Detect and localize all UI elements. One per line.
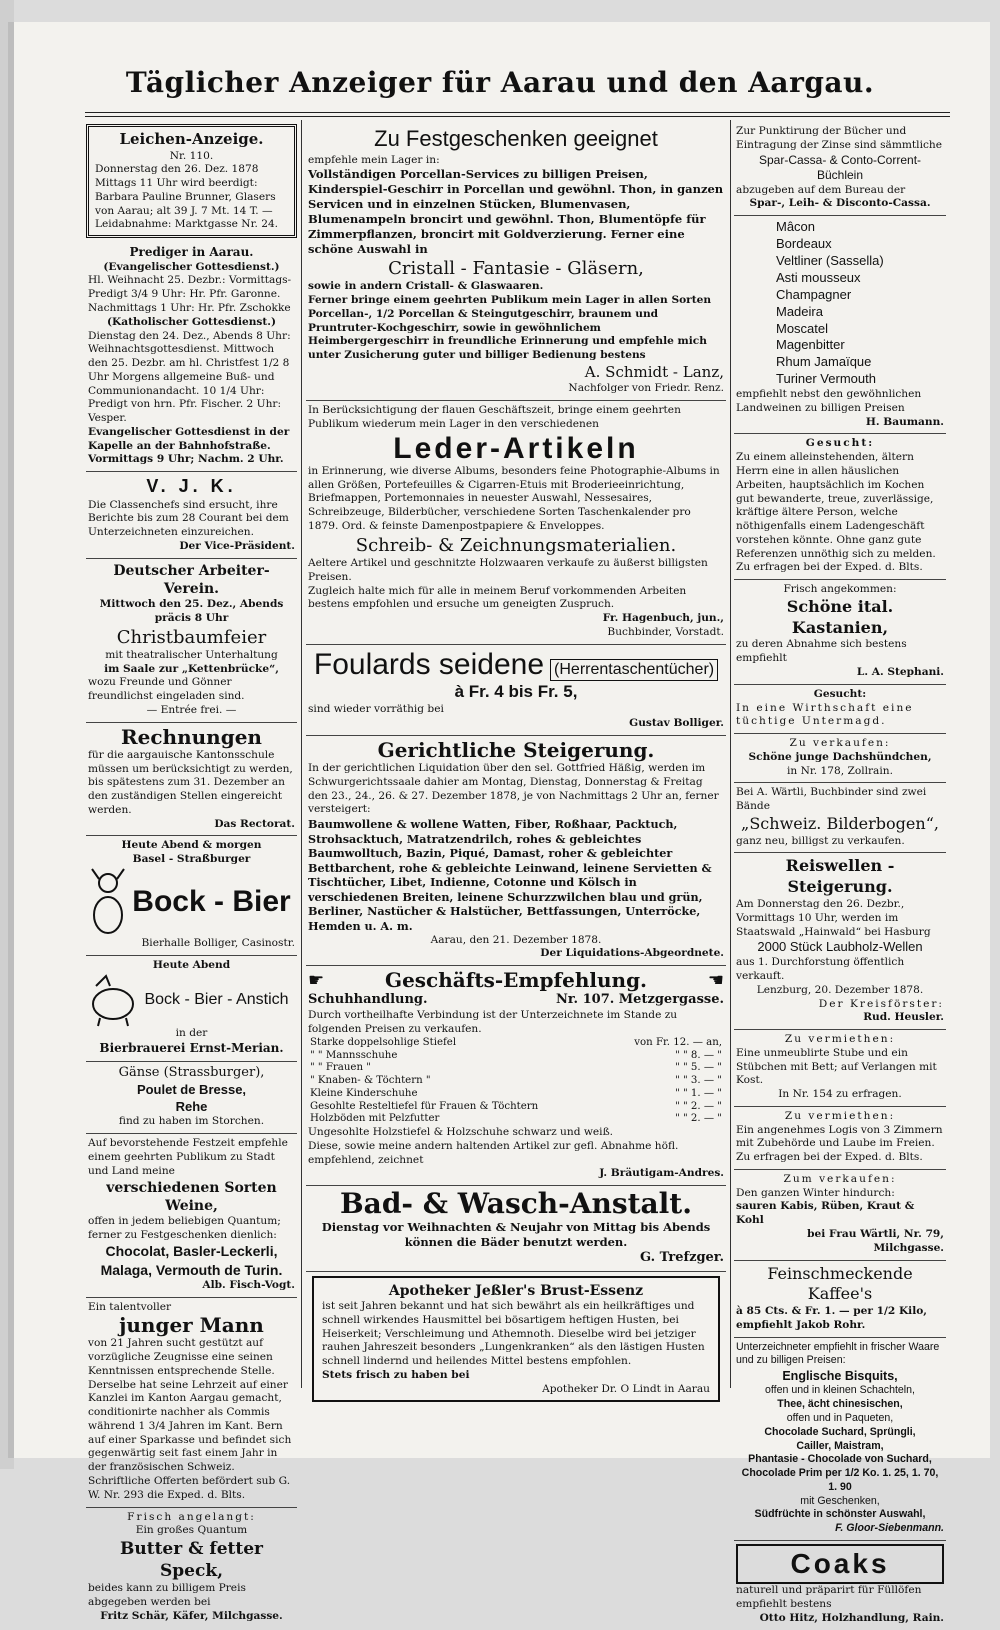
essence-title: Apotheker Jeßler's Brust-Essenz	[388, 1282, 644, 1299]
list-item: Bordeaux	[776, 236, 832, 252]
shoe-price: " " 2. — "	[675, 1113, 722, 1125]
essence-ad	[312, 1276, 720, 1403]
biscuits-l8: mit Geschenken,	[800, 1494, 880, 1507]
butter-title: Butter & fetter Speck,	[120, 1539, 263, 1582]
tapping-line2: in der	[175, 1027, 208, 1040]
workers-date: Mittwoch den 25. Dez., Abends präcis 8 Uhr	[99, 598, 284, 624]
preachers-text3: Evangelischer Gottesdienst in der Kapelle an der Bahnhofstraße. Vormittags 9 Uhr; Nachm. 2 Uhr.	[88, 425, 290, 466]
gifts-intro: empfehle mein Lager in:	[308, 153, 440, 166]
table-row	[308, 1050, 724, 1063]
young-man-title: junger Mann	[119, 1313, 264, 1338]
biscuits-l9: Südfrüchte in schönster Auswahl,	[754, 1508, 926, 1521]
shoe-item: " " Frauen "	[310, 1062, 371, 1074]
tapping-line1: Heute Abend	[152, 958, 231, 971]
butter-line2: Ein großes Quantum	[135, 1524, 248, 1537]
young-man-text2: Schriftliche Offerten befördert sub G. W. Nr. 293 die Exped. d. Blts.	[88, 1474, 291, 1501]
gifts-text2: sowie in andern Cristall- & Glaswaaren.	[308, 280, 544, 293]
gifts-ad	[306, 122, 726, 401]
shoe-price-table	[308, 1037, 724, 1126]
pointing-hand-left-icon: ☚	[707, 970, 724, 992]
butter-ad	[86, 1508, 297, 1628]
shoe-price: von Fr. 12. — an,	[634, 1036, 722, 1048]
column-divider	[301, 120, 302, 1388]
leather-sign: Fr. Hagenbuch, jun.,	[602, 612, 724, 625]
coke-ad	[734, 1541, 946, 1630]
wanted2-title: Gesucht:	[813, 687, 867, 700]
firewood-qty: 2000 Stück Laubholz-Wellen	[757, 939, 923, 955]
essence-stock: Stets frisch zu haben bei	[322, 1368, 470, 1381]
rent2-text: Ein angenehmes Logis von 3 Zimmern mit Zubehörde und Laube im Freien. Zu erfragen bei der Exped. d. Blts.	[736, 1123, 943, 1164]
preachers-text1: Hl. Weihnacht 25. Dezbr.: Vormittags-Predigt 3/4 9 Uhr: Hr. Pfr. Garonne. Nachmittags 1 Uhr: Hr. Pfr. Zschokke	[88, 274, 292, 314]
shoe-item: " " Mannsschuhe	[310, 1049, 398, 1061]
picture-sheets-title: „Schweiz. Bilderbogen“,	[741, 813, 939, 833]
firewood-title: Reiswellen - Steigerung.	[785, 856, 895, 897]
shoe-left: Schuhhandlung.	[308, 992, 428, 1008]
geese-line4: find zu haben im Storchen.	[118, 1115, 265, 1128]
dachshund-line1: Zu verkaufen:	[789, 737, 891, 750]
biscuits-l3: offen und in Paqueten,	[786, 1411, 894, 1424]
gifts-glass: Cristall - Fantasie - Gläsern,	[388, 257, 644, 279]
wanted2-text: In eine Wirthschaft eine tüchtige Untermagd.	[736, 701, 914, 728]
wanted-maid-ad	[734, 685, 946, 734]
shoe-text2: Ungesohlte Holzstiefel & Holzschuhe schwarz und weiß.	[308, 1126, 614, 1139]
wine-list-text: empfiehlt nebst den gewöhnlichen Landweinen zu billigen Preisen	[736, 388, 922, 414]
list-item: Rhum Jamaïque	[776, 354, 872, 370]
picture-sheets-text1: Bei A. Wärtli, Buchbinder sind zwei Bände	[736, 786, 927, 813]
dachshund-ad	[734, 734, 946, 783]
firewood-auction-ad	[734, 853, 946, 1030]
biscuits-ad	[734, 1338, 946, 1541]
bock-tapping-ad	[86, 956, 297, 1062]
workers-title: Deutscher Arbeiter-Verein.	[113, 562, 270, 597]
essence-text: ist seit Jahren bekannt und hat sich bewährt als ein heilkräftiges und schnell wirkendes Hausmittel bei bösartigem heftigen Husten, bei Heiserkeit; Verschleimung und Athemnoth. Dieselbe wird bei jetziger rauhen Jahreszeit besonders „Lungenkranken“ als den lästigen Husten schnell lindernd und heilendes Mittel bestens empfohlen.	[322, 1299, 705, 1368]
vjk-text: Die Classenchefs sind ersucht, ihre Berichte bis zum 28 Courant bei dem Unterzeichneten einzureichen.	[88, 498, 289, 539]
shoe-price: " " 5. — "	[675, 1062, 722, 1074]
death-notice-text: Donnerstag den 26. Dez. 1878 Mittags 11 Uhr wird beerdigt: Barbara Pauline Brunner, Glasers von Aarau; alt 39 J. 7 Mt. 14 T. — Leidabnahme: Marktgasse Nr. 24.	[95, 163, 279, 231]
leather-text: in Erinnerung, wie diverse Albums, besonders feine Photographie-Albums in allen Größen, Portefeuilles & Cigarren-Etuis mit Broderieeinrichtung, Briefmappen, Portemonnaies in neuester Auswahl, Nessesaires, Schreibzeuge, Bilderbücher, verschiedene Sorten Taschenkalender pro 1879. Ord. & feinste Damenpostpapiere & Enveloppes.	[308, 464, 720, 532]
workers-text3: wozu Freunde und Gönner freundlichst eingeladen sind.	[88, 676, 245, 703]
death-notice-title: Leichen-Anzeige.	[119, 130, 264, 148]
firewood-role: Der Kreisförster:	[818, 997, 944, 1010]
shoe-price: " " 1. — "	[675, 1087, 722, 1099]
shoe-text3: Diese, sowie meine andern haltenden Artikel zur gefl. Abnahme höfl. empfehlend, zeichnet	[308, 1139, 679, 1166]
cabbage-items: sauren Kabis, Rüben, Kraut & Kohl	[736, 1200, 915, 1227]
foulards-text: sind wieder vorräthig bei	[308, 703, 444, 716]
biscuits-l5: Cailler, Maistram,	[796, 1439, 884, 1452]
goat-barrel-icon	[88, 972, 138, 1027]
auction-text1: In der gerichtlichen Liquidation über den sel. Gottfried Häßig, werden im Schwurgerichtssaale dahier am Montag, Dienstag, Donnerstag & Freitag den 23., 24., 26. & 27. Dezember 1878, je von Nachmittags 2 Uhr an, ferner versteigert:	[308, 762, 719, 816]
biscuits-l7: Chocolade Prim per 1/2 Ko. 1. 25, 1. 70, 1. 90	[741, 1467, 939, 1493]
leather-text2: Aeltere Artikel und geschnitzte Holzwaaren verkaufe zu äußerst billigsten Preisen.	[308, 556, 708, 583]
list-item: Asti mousseux	[776, 269, 861, 285]
workers-entry: — Entrée frei. —	[146, 703, 237, 716]
gifts-text4: Porcellan-, 1/2 Porcellan & Steingutgeschirr, braunem und Pruntruter-Kochgeschirr, sowie in gewöhnlichem Heimbergergeschirr in freundliche Erinnerung und empfehle mich unter Zusicherung guter und billiger Bedienung bestens	[308, 307, 707, 362]
coke-sign: Otto Hitz, Holzhandlung, Rain.	[759, 1611, 944, 1624]
chestnuts-line1: Frisch angekommen:	[783, 583, 897, 596]
auction-sign: Der Liquidations-Abgeordnete.	[540, 947, 724, 960]
list-item: Champagner	[776, 286, 852, 302]
wines-ad	[86, 1134, 297, 1297]
biscuits-l2: Thee, ächt chinesischen,	[777, 1398, 903, 1411]
bath-sign: G. Trefzger.	[639, 1249, 724, 1265]
leather-title: Leder-Artikeln	[393, 431, 639, 465]
shoe-price: " " 3. — "	[675, 1075, 722, 1087]
masthead-rule	[85, 112, 950, 113]
wine-list	[736, 219, 944, 388]
wine-list-sign: H. Baumann.	[865, 415, 944, 428]
firewood-text2: aus 1. Durchforstung öffentlich verkauft.	[736, 956, 905, 982]
savings-text1: Zur Punktirung der Bücher und Eintragung der Zinse sind sämmtliche	[736, 125, 942, 151]
list-item: Turiner Vermouth	[776, 371, 876, 387]
invoices-ad	[86, 723, 297, 837]
tapping-title: Bock - Bier - Anstich	[144, 990, 289, 1008]
bath-ad	[306, 1186, 726, 1272]
page-edge	[0, 0, 14, 1469]
auction-date: Aarau, den 21. Dezember 1878.	[430, 933, 602, 946]
rent2-ad	[734, 1107, 946, 1170]
table-row	[308, 1062, 724, 1075]
biscuits-l1: offen und in kleinen Schachteln,	[765, 1384, 915, 1397]
rent1-text: Eine unmeublirte Stube und ein Stübchen mit Bett; auf Verlangen mit Kost.	[736, 1046, 937, 1087]
list-item: Magenbitter	[776, 337, 845, 353]
wines-text2: offen in jedem beliebigen Quantum; ferner zu Festgeschenken dienlich:	[88, 1214, 281, 1241]
dachshund-text: in Nr. 178, Zollrain.	[787, 764, 893, 777]
rent2-title: Zu vermiethen:	[784, 1109, 896, 1122]
butter-text: beides kann zu billigem Preis abgegeben werden bei	[88, 1582, 246, 1608]
geese-line2: Poulet de Bresse,	[136, 1081, 247, 1097]
table-row	[308, 1088, 724, 1101]
chestnuts-ad	[734, 580, 946, 685]
preachers-sub2: (Katholischer Gottesdienst.)	[107, 315, 276, 328]
savings-sign: Spar-, Leih- & Disconto-Cassa.	[749, 197, 931, 210]
gifts-sign: A. Schmidt - Lanz,	[584, 362, 724, 381]
cabbage-text: Den ganzen Winter hindurch:	[736, 1186, 895, 1199]
wines-line2: Malaga, Vermouth de Turin.	[100, 1261, 283, 1278]
column-left	[86, 122, 297, 1622]
coffee-ad	[734, 1261, 946, 1338]
preachers-sub1: (Evangelischer Gottesdienst.)	[103, 260, 280, 273]
geese-ad	[86, 1062, 297, 1134]
jester-icon	[88, 867, 128, 937]
wanted-person-ad	[734, 434, 946, 580]
foulards-title: Foulards seidene	[313, 647, 545, 681]
pointing-hand-right-icon: ☛	[308, 970, 325, 992]
shoe-item: " Knaben- & Töchtern "	[310, 1075, 431, 1087]
firewood-text1: Am Donnerstag den 26. Dezbr., Vormittags 10 Uhr, werden im Staatswald „Hainwald“ bei Hasburg	[736, 898, 931, 938]
foulards-paren: (Herrentaschentücher)	[550, 659, 718, 682]
workers-event: Christbaumfeier	[116, 626, 267, 648]
leather-intro: In Berücksichtigung der flauen Geschäftszeit, bringe einem geehrten Publikum wiederum mein Lager in den verschiedenen	[308, 404, 681, 430]
geese-line3: Rehe	[175, 1098, 208, 1114]
young-man-line1: Ein talentvoller	[88, 1300, 172, 1313]
chestnuts-text: zu deren Abnahme sich bestens empfiehlt	[736, 638, 907, 665]
workers-text2: im Saale zur „Kettenbrücke“,	[104, 662, 279, 675]
shoe-right: Nr. 107. Metzgergasse.	[556, 992, 724, 1008]
shoe-price: " " 2. — "	[675, 1100, 722, 1112]
masthead: Täglicher Anzeiger für Aarau und den Aargau.	[125, 66, 875, 99]
bock-sign: Bierhalle Bolliger, Casinostr.	[141, 936, 295, 949]
death-notice	[86, 124, 297, 238]
picture-sheets-ad	[734, 783, 946, 853]
invoices-text: für die aargauische Kantonsschule müssen um berücksichtigt zu werden, bis spätestens zum 31. Dezember an den zuständigen Stellen eingereicht werden.	[88, 748, 293, 816]
wanted1-title: Gesucht:	[805, 437, 875, 450]
wines-sign: Alb. Fisch-Vogt.	[202, 1278, 295, 1291]
invoices-title: Rechnungen	[121, 724, 262, 749]
gifts-title: Zu Festgeschenken geeignet	[374, 126, 658, 151]
workers-club-ad	[86, 559, 297, 723]
gifts-text1: Vollständigen Porcellan-Services zu billigen Preisen, Kinderspiel-Geschirr in Porcellan und gewöhnl. Thon, in ganzen Servicen und in einzelnen Stücken, Blumenvasen, Blumenampeln broncirt und gewöhnl. Thon, Blumentöpfe für Zimmerpflanzen, broncirt mit Goldverzierung. Ferner eine schöne Auswahl in	[308, 167, 724, 257]
auction-ad	[306, 736, 726, 966]
coffee-sign: empfiehlt Jakob Rohr.	[736, 1318, 866, 1331]
cabbage-sign: bei Frau Wärtli, Nr. 79, Milchgasse.	[807, 1228, 944, 1254]
butter-sign: Fritz Schär, Käfer, Milchgasse.	[100, 1609, 283, 1622]
leather-text3: Zugleich halte mich für alle in meinem Beruf vorkommenden Arbeiten bestens empfohlen und ersuche um geneigten Zuspruch.	[308, 584, 687, 611]
masthead-rule-2	[85, 116, 950, 117]
column-divider	[730, 120, 731, 1388]
dachshund-title: Schöne junge Dachshündchen,	[748, 750, 932, 763]
bock-line2: Basel - Straßburger	[132, 853, 251, 866]
vjk-title: V. J. K.	[146, 476, 237, 497]
shoe-shop-ad	[306, 966, 726, 1186]
wine-list-ad	[734, 216, 946, 434]
preachers-title: Prediger in Aarau.	[129, 245, 254, 260]
young-man-text: von 21 Jahren sucht gestützt auf vorzügliche Zeugnisse eine seinen Kenntnissen entsprechende Stelle. Derselbe hat seine Lehrzeit auf einer Kanzlei im Kanton Aargau gemacht, conditionirte nachher als Commis während 1 3/4 Jahren im Kant. Bern auf einer Sparkasse und befindet sich gegenwärtig seit fast einem Jahr in der französischen Schweiz.	[88, 1337, 292, 1474]
table-row	[308, 1113, 724, 1126]
column-right	[734, 122, 946, 1624]
coffee-price: à 85 Cts. & Fr. 1. — per 1/2 Kilo,	[736, 1305, 927, 1318]
invoices-sign: Das Rectorat.	[214, 817, 295, 830]
essence-sign: Apotheker Dr. O Lindt in Aarau	[542, 1382, 710, 1395]
rent1-text2: In Nr. 154 zu erfragen.	[778, 1088, 902, 1101]
biscuits-l4: Chocolade Suchard, Sprüngli,	[764, 1425, 916, 1438]
rent1-title: Zu vermiethen:	[784, 1033, 896, 1046]
vjk-sign: Der Vice-Präsident.	[179, 539, 295, 552]
biscuits-sign: F. Gloor-Siebenmann.	[835, 1522, 944, 1535]
wines-title: verschiedenen Sorten Weine,	[106, 1179, 277, 1214]
butter-line1: Frisch angelangt:	[127, 1510, 256, 1523]
wines-line1: Chocolat, Basler-Leckerli,	[105, 1243, 278, 1260]
vjk-ad	[86, 472, 297, 558]
shoe-sign: J. Bräutigam-Andres.	[599, 1167, 724, 1180]
firewood-date: Lenzburg, 20. Dezember 1878.	[756, 983, 924, 996]
biscuits-title: Englische Bisquits,	[782, 1369, 898, 1384]
bath-title: Bad- & Wasch-Anstalt.	[340, 1187, 692, 1221]
wanted1-text: Zu einem alleinstehenden, ältern Herrn eine in allen häuslichen Arbeiten, hauptsächlich im Kochen gut bewanderte, treue, zuverlässige, kräftige ältere Person, welche nöthigenfalls einem Ladengeschäft vorstehen könnte. Ohne ganz gute Referenzen unnöthig sich zu melden. Zu erfragen bei der Exped. d. Blts.	[736, 451, 936, 574]
young-man-ad	[86, 1298, 297, 1508]
savings-title: Spar-Cassa- & Conto-Corrent-Büchlein	[758, 152, 922, 183]
rent1-ad	[734, 1030, 946, 1107]
workers-text1: mit theatralischer Unterhaltung	[105, 648, 278, 661]
leather-sub: Schreib- & Zeichnungsmaterialien.	[355, 534, 677, 556]
table-row	[308, 1075, 724, 1088]
table-row	[308, 1037, 724, 1050]
bock-title: Bock - Bier	[132, 885, 291, 919]
shoe-item: Gesohlte Resteltiefel für Frauen & Töchtern	[310, 1100, 539, 1112]
foulards-sign: Gustav Bolliger.	[629, 717, 724, 730]
shoe-item: Holzböden mit Pelzfutter	[310, 1113, 440, 1125]
cabbage-title: Zum verkaufen:	[783, 1172, 897, 1185]
leather-sign2: Buchbinder, Vorstadt.	[607, 625, 724, 638]
auction-title: Gerichtliche Steigerung.	[377, 738, 655, 762]
table-row	[308, 1101, 724, 1114]
auction-text2: Baumwollene & wollene Watten, Fiber, Roßhaar, Packtuch, Strohsacktuch, Matratzendrilch, rohes & gebleichtes Baumwolltuch, Bazin, Piqué, Damast, roher & gebleichter Bettbarchent, rohe & gebleichte Leinwand, leinene Servietten & Tischtücher, Libet, Indienne, Cotonne und Kölsch in verschiedenen Breiten, leinene Schurzzwilchen blau und grün, Berliner, Nastücher & Halstücher, Bettfassungen, Unterröcke, Hemden u. A. m.	[308, 817, 712, 933]
preachers-ad	[86, 242, 297, 472]
coke-title: Coaks	[736, 1544, 944, 1584]
shoe-text: Durch vortheilhafte Verbindung ist der Unterzeichnete im Stande zu folgenden Preisen zu verkaufen.	[308, 1009, 678, 1036]
list-item: Madeira	[776, 303, 823, 319]
chestnuts-title: Schöne ital. Kastanien,	[786, 596, 894, 637]
biscuits-l6: Phantasie - Chocolade von Suchard,	[748, 1453, 932, 1466]
list-item: Moscatel	[776, 320, 829, 336]
chestnuts-sign: L. A. Stephani.	[856, 666, 944, 678]
cabbage-ad	[734, 1170, 946, 1261]
shoe-price: " " 8. — "	[675, 1049, 722, 1061]
coffee-title: Feinschmeckende Kaffee's	[767, 1263, 913, 1304]
death-notice-number: Nr. 110.	[169, 149, 214, 162]
bock-beer-ad	[86, 836, 297, 955]
coke-text: naturell und präparirt für Füllöfen empfiehlt bestens	[736, 1584, 922, 1611]
geese-line1: Gänse (Strassburger),	[118, 1064, 265, 1080]
preachers-text2: Dienstag den 24. Dez., Abends 8 Uhr: Weihnachtsgottesdienst. Mittwoch den 25. Dezbr. am hl. Christfest 1/2 8 Uhr Morgens allgemeine Buß- und Communionandacht. 10 1/4 Uhr: Predigt von hrn. Pfr. Fischer. 2 Uhr: Vesper.	[88, 329, 291, 425]
list-item: Mâcon	[776, 219, 816, 235]
biscuits-text: Unterzeichneter empfiehlt in frischer Waare und zu billigen Preisen:	[736, 1340, 940, 1367]
foulards-ad	[306, 645, 726, 736]
firewood-sign: Rud. Heusler.	[863, 1011, 944, 1024]
tapping-sign: Bierbrauerei Ernst-Merian.	[99, 1041, 284, 1056]
list-item: Veltliner (Sassella)	[776, 253, 884, 269]
column-middle	[306, 122, 726, 1395]
shoe-item: Starke doppelsohlige Stiefel	[310, 1036, 457, 1048]
foulards-price: à Fr. 4 bis Fr. 5,	[454, 682, 578, 702]
gifts-sign2: Nachfolger von Friedr. Renz.	[568, 382, 724, 395]
leather-ad	[306, 401, 726, 644]
savings-text2: abzugeben auf dem Bureau der	[736, 183, 906, 196]
savings-ad	[734, 122, 946, 216]
wines-text1: Auf bevorstehende Festzeit empfehle einem geehrten Publikum zu Stadt und Land meine	[88, 1137, 288, 1177]
bock-line1: Heute Abend & morgen	[121, 839, 262, 852]
bath-text: Dienstag vor Weihnachten & Neujahr von Mittag bis Abends können die Bäder benutzt werden.	[321, 1220, 711, 1249]
picture-sheets-text2: ganz neu, billigst zu verkaufen.	[736, 834, 905, 847]
shoe-item: Kleine Kinderschuhe	[310, 1087, 418, 1099]
shoe-title: Geschäfts-Empfehlung.	[384, 968, 648, 993]
gifts-text3: Ferner bringe einem geehrten Publikum mein Lager in allen Sorten	[308, 294, 712, 307]
